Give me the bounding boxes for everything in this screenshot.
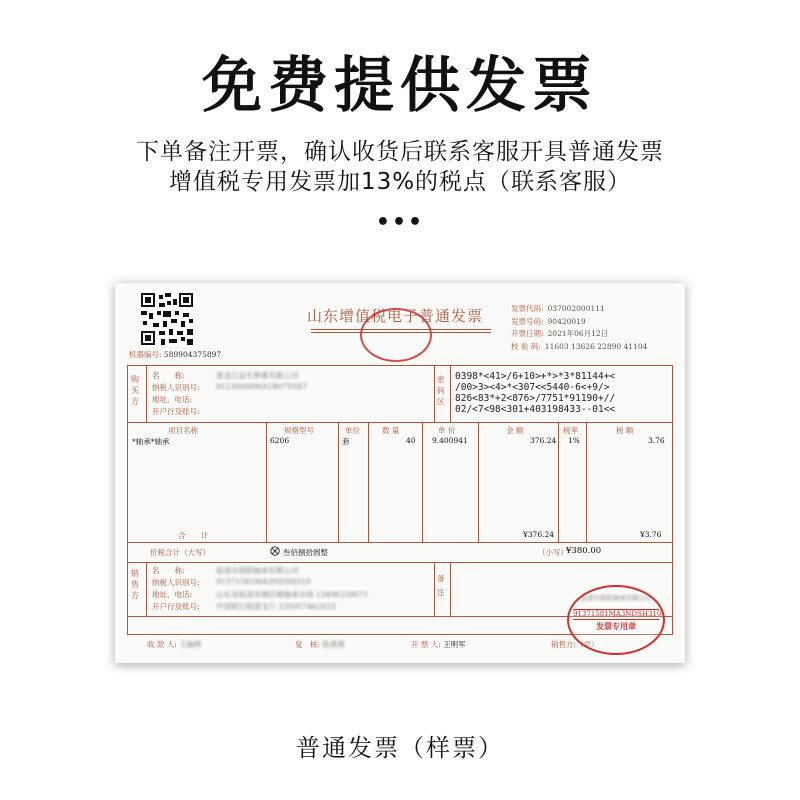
drawer-label: 开 票 人: — [411, 640, 441, 649]
remark-label: 备注 — [437, 574, 445, 597]
meta-value: 90420019 — [547, 316, 586, 326]
seller-name-label: 名 称: — [152, 566, 185, 575]
cipher-line: 826<83*+2<876>/7751*91190+// — [455, 393, 616, 404]
item-qty: 40 — [406, 436, 416, 445]
seller-tax-id: 91371581MA3NDSH310 — [216, 577, 311, 586]
col-header-item: 项目名称 — [168, 426, 198, 435]
seal-company-name: 临清市超联轴承有限公司 — [580, 594, 652, 602]
cipher-line: /00>3><4>*<307<<5440-6<+9/> — [455, 382, 610, 393]
notice-line-1: 下单备注开票，确认收货后联系客服开具普通发票 — [136, 139, 664, 165]
item-name: *轴承*轴承 — [132, 437, 170, 446]
item-amount: 376.24 — [530, 436, 557, 445]
col-header-unit: 单位 — [345, 426, 360, 435]
cipher-text — [455, 371, 615, 415]
item-spec: 6206 — [270, 436, 290, 445]
cross-circle-icon — [270, 546, 280, 556]
col-header-price: 单 价 — [438, 426, 456, 435]
col-header-rate: 税率 — [563, 426, 578, 435]
total-tax: ¥3.76 — [640, 530, 662, 539]
item-tax: 3.76 — [648, 436, 665, 445]
separator-dots: ••• — [375, 210, 425, 235]
total-small-label: （小写） — [538, 548, 568, 557]
cipher-line: 02/<7<98<301+403198433--01<< — [455, 404, 616, 415]
seller-bank-label: 开户行及账号: — [152, 602, 200, 611]
password-area-label: 密码区 — [437, 375, 445, 406]
seller-tax-label: 纳税人识别号: — [152, 578, 200, 587]
item-price: 9.400941 — [432, 436, 468, 445]
seller-bank: 中国银行临清支行 235057462623 — [216, 602, 336, 611]
payee-name: 王翰辉 — [179, 640, 202, 649]
col-header-amount: 金 额 — [506, 426, 524, 435]
total-amount: ¥376.24 — [523, 530, 555, 539]
meta-label: 开票日期: — [511, 329, 544, 338]
item-unit: 套 — [342, 437, 350, 446]
invoice-sample — [115, 283, 685, 663]
meta-label: 校 验 码: — [511, 341, 541, 351]
col-header-spec: 规格型号 — [284, 426, 314, 435]
machine-no: 589904375897 — [163, 350, 222, 359]
reviewer-label: 复 核: — [295, 640, 321, 649]
invoice-seal — [567, 585, 665, 655]
meta-label: 发票号码: — [511, 316, 544, 326]
drawer — [411, 639, 466, 650]
buyer-tax-label: 纳税人识别号: — [152, 383, 200, 392]
meta-value: 037002000111 — [547, 304, 605, 313]
headline: 免费提供发票 — [202, 51, 598, 121]
total-small: ¥380.00 — [566, 546, 602, 556]
reviewer-name: 陈燕燕 — [322, 640, 345, 649]
seller-name: 临清市超联轴承有限公司 — [216, 566, 299, 575]
seal-number: 91371581MA3NDSH310 — [573, 610, 662, 618]
invoice-title: 山东增值税电子普通发票 — [307, 307, 484, 325]
machine-no-label: 机器编号: — [129, 350, 162, 359]
payee — [147, 639, 202, 650]
buyer-bank-label: 开户行及账号: — [152, 407, 200, 416]
buyer-tax-id: 91230600MA1B07T0X7 — [216, 382, 307, 391]
invoice-meta — [511, 303, 647, 353]
cipher-line: 0398*<41>/6+10>+*>*3*81144+< — [455, 371, 616, 382]
buyer-side-label: 购买方 — [131, 375, 139, 406]
buyer-name: 黑龙江益生种禽有限公司 — [216, 371, 299, 380]
qr-code-icon — [139, 291, 195, 347]
reviewer — [295, 639, 345, 650]
seller-addr: 山东省临清市烟店镇轴承市场 13496259071 — [216, 590, 369, 599]
seller-side-label: 销售方 — [131, 569, 139, 600]
caption: 普通发票（样票） — [296, 734, 504, 762]
seller-seal-label: 销售方:（章） — [551, 640, 599, 649]
col-header-qty: 数 量 — [382, 426, 400, 435]
payee-label: 收 款 人: — [147, 640, 177, 649]
drawer-name: 王明军 — [443, 640, 466, 649]
tax-bureau-seal — [360, 308, 432, 362]
meta-value: 11603 13626 22890 41104 — [544, 341, 648, 351]
buyer-addr-label: 地址、电话: — [152, 395, 193, 404]
seal-label: 发票专用章 — [596, 621, 636, 631]
total-words: 叁佰捌拾圆整 — [283, 548, 328, 557]
total-words-label: 价税合计（大写） — [150, 548, 210, 557]
item-rate: 1% — [568, 436, 580, 445]
notice-line-2: 增值税专用发票加13%的税点（联系客服） — [168, 169, 632, 195]
meta-label: 发票代码: — [511, 304, 544, 313]
meta-value: 2021年06月12日 — [547, 329, 609, 338]
seller-addr-label: 地址、电话: — [152, 590, 193, 599]
buyer-name-label: 名 称: — [152, 371, 185, 380]
col-header-tax: 税 额 — [616, 426, 634, 435]
total-label: 合 计 — [178, 531, 208, 540]
